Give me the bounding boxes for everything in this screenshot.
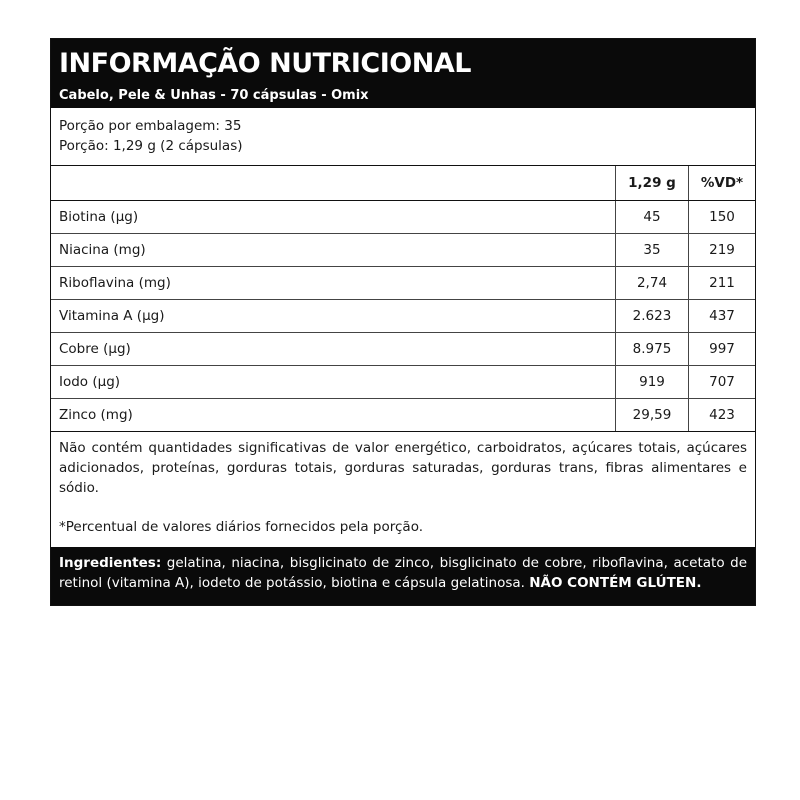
nutrient-name: Niacina (mg) xyxy=(51,234,616,267)
nutrient-vd: 150 xyxy=(689,201,756,234)
nutrient-amount: 919 xyxy=(616,366,689,399)
nutrient-vd: 437 xyxy=(689,300,756,333)
nutrient-amount: 35 xyxy=(616,234,689,267)
nutrient-vd: 211 xyxy=(689,267,756,300)
table-row xyxy=(51,201,755,234)
nutrient-vd: 423 xyxy=(689,399,756,432)
table-row xyxy=(51,399,755,432)
nutrient-amount: 45 xyxy=(616,201,689,234)
ingredients-label: Ingredientes: xyxy=(59,555,162,571)
nutrient-amount: 29,59 xyxy=(616,399,689,432)
insignificant-amounts-note: Não contém quantidades significativas de valor energético, carboidratos, açúcares totais, açúcares adicionados, proteínas, gorduras totais, gorduras saturadas, gorduras trans, fibras alimentares e sódio. xyxy=(59,440,747,496)
nutrient-name: Zinco (mg) xyxy=(51,399,616,432)
table-row xyxy=(51,300,755,333)
header-amount: 1,29 g xyxy=(616,166,689,201)
daily-value-footnote: *Percentual de valores diários fornecidos pela porção. xyxy=(59,519,424,535)
nutrient-name: Cobre (µg) xyxy=(51,333,616,366)
table-header-row xyxy=(51,166,755,201)
gluten-warning: NÃO CONTÉM GLÚTEN. xyxy=(529,575,702,591)
product-subtitle: Cabelo, Pele & Unhas - 70 cápsulas - Omix xyxy=(59,88,369,103)
ingredients-box xyxy=(51,547,755,605)
table-row xyxy=(51,366,755,399)
table-row xyxy=(51,333,755,366)
nutrient-amount: 2,74 xyxy=(616,267,689,300)
table-row xyxy=(51,234,755,267)
nutrition-label xyxy=(50,38,756,606)
table-row xyxy=(51,267,755,300)
nutrition-table xyxy=(51,166,755,432)
header-vd: %VD* xyxy=(689,166,756,201)
nutrient-vd: 219 xyxy=(689,234,756,267)
nutrient-name: Iodo (µg) xyxy=(51,366,616,399)
nutrient-amount: 2.623 xyxy=(616,300,689,333)
label-header xyxy=(51,39,755,108)
portion-size: Porção: 1,29 g (2 cápsulas) xyxy=(59,138,243,154)
nutrient-name: Vitamina A (µg) xyxy=(51,300,616,333)
portions-per-package: Porção por embalagem: 35 xyxy=(59,118,242,134)
portion-info xyxy=(51,108,755,166)
nutrient-amount: 8.975 xyxy=(616,333,689,366)
nutrient-name: Riboflavina (mg) xyxy=(51,267,616,300)
header-nutrient xyxy=(51,166,616,201)
ingredients-text: gelatina, niacina, bisglicinato de zinco, bisglicinato de cobre, riboflavina, acetato de retinol (vitamina A), iodeto de potássio, biotina e cápsula gelatinosa. xyxy=(59,555,747,591)
nutrient-vd: 997 xyxy=(689,333,756,366)
label-title: INFORMAÇÃO NUTRICIONAL xyxy=(59,48,471,79)
nutrient-vd: 707 xyxy=(689,366,756,399)
nutrient-name: Biotina (µg) xyxy=(51,201,616,234)
